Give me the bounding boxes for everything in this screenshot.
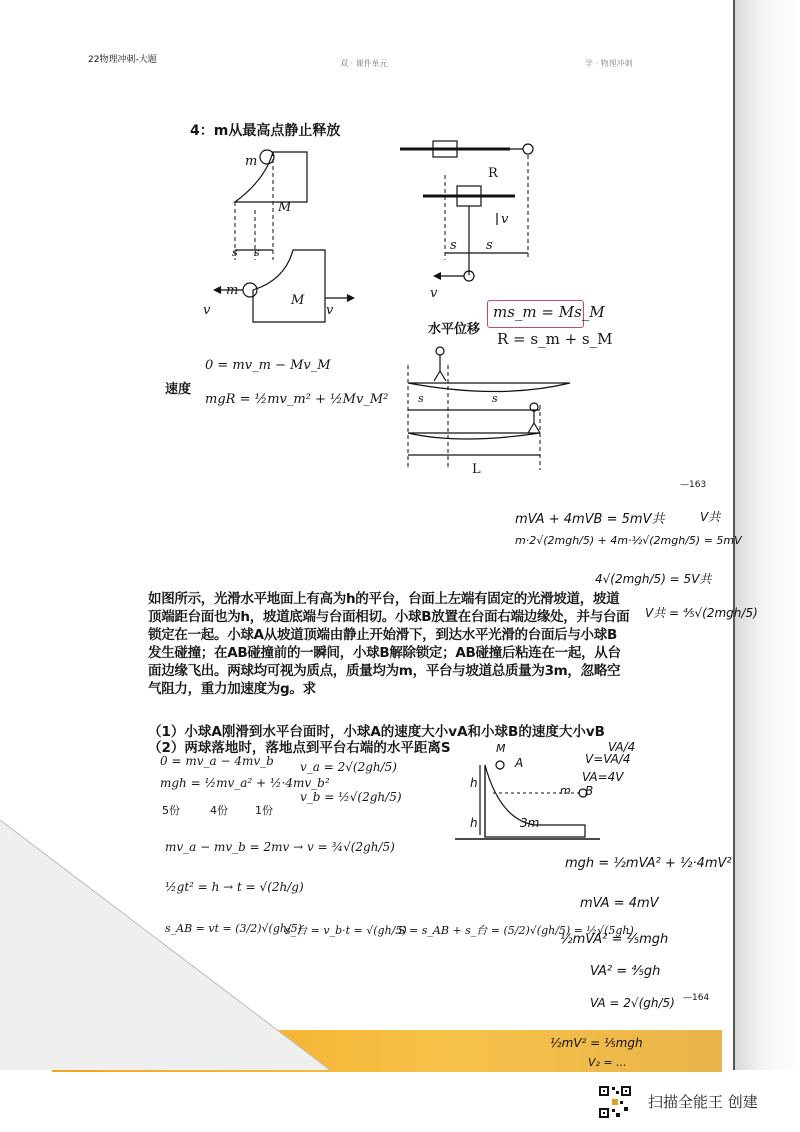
label-vM: v [326, 303, 334, 318]
fig-h1: h [470, 776, 478, 790]
hand-v-va4: V=VA/4 [585, 752, 631, 766]
fig-A: A [515, 756, 524, 770]
label-sm-right: s [486, 238, 493, 253]
label-sM-plank: s [418, 392, 424, 405]
slope-block-diagram [195, 140, 365, 340]
question-1: （1）小球A刚滑到水平台面时，小球A的速度大小vA和小球B的速度大小vB [148, 724, 605, 740]
qr-code-icon [598, 1085, 632, 1119]
hand-v2: V₂ = ... [588, 1056, 627, 1069]
hand-line-3: 4√(2mgh/5) = 5V共 [595, 572, 712, 586]
sol-line-4: v_b = ½√(2gh/5) [300, 790, 402, 804]
eq-momentum: 0 = mv_m − Mv_M [205, 358, 331, 373]
label-M2: M [291, 293, 305, 308]
fig-B: B [585, 784, 594, 798]
hand-ke: ½mVA² = ⅖mgh [560, 932, 669, 947]
eq-energy: mgR = ½mv_m² + ½Mv_M² [205, 392, 389, 407]
page-number-164: —164 [683, 993, 710, 1003]
sol-line-2: mgh = ½mv_a² + ½·4mv_b² [160, 776, 330, 790]
problem-statement: 如图所示，光滑水平地面上有高为h的平台，台面上左端有固定的光滑坡道，坡道顶端距台面也为h，坡道底端与台面相切。小球B放置在台面右端边缘处，并与台面锁定在一起。小球A从坡道顶端由静止开始滑下，到达水平光滑的台面后与小球B发生碰撞；在AB碰撞前的一瞬间，小球B解除锁定；AB碰撞后粘连在一起，从台面边缘飞出。两球均可视为质点，质量均为m，平台与坡道总质量为3m，忽略空气阻力，重力加速度为g。求 [148, 591, 630, 697]
sol-line-7: s_AB = vt = (3/2)√(gh/5) [165, 922, 302, 935]
hand-line-4: V共 = ⅘√(2mgh/5) [645, 606, 758, 620]
label-sm: s [254, 246, 260, 259]
label-vM-right: v [501, 212, 509, 227]
label-M: M [278, 200, 292, 215]
label-m: m [245, 154, 258, 169]
label-sM-right: s [450, 238, 457, 253]
header-right: 学 · 物理冲刺 [585, 59, 633, 68]
sol-line-6: ½gt² = h → t = √(2h/g) [165, 880, 304, 894]
label-L: L [472, 462, 481, 477]
question-2: （2）两球落地时，落地点到平台右端的水平距离S [148, 740, 451, 756]
speed-label: 速度 [165, 382, 192, 397]
hand-va-sq: VA² = ⅘gh [590, 964, 661, 979]
part-1: 1份 [255, 804, 273, 817]
label-R: R [488, 166, 498, 181]
hand-va4: VA/4 [608, 740, 636, 754]
people-plank-diagram [400, 345, 580, 485]
header-mid: 双 · 课件单元 [340, 59, 388, 68]
hand-energy: mgh = ½mVA² + ½·4mV² [565, 856, 732, 871]
platform-figure [455, 745, 600, 855]
hand-va-4v: VA=4V [582, 770, 624, 784]
sol-line-9: S = s_AB + s_台 = (5/2)√(gh/5) = ½√(5gh) [398, 924, 634, 937]
fig-3m: 3m [520, 816, 540, 830]
label-vm: v [203, 303, 211, 318]
pendulum-slider-diagram [395, 135, 555, 305]
part-5: 5份 [162, 804, 180, 817]
sol-line-5: mv_a − mv_b = 2mv → v = ¾√(2gh/5) [165, 840, 395, 854]
scanner-watermark: 扫描全能王 创建 [648, 1093, 758, 1111]
hand-va: VA = 2√(gh/5) [590, 996, 675, 1010]
relation-momentum: ms_m = Ms_M [493, 303, 605, 321]
hand-v: ½mV² = ⅕mgh [550, 1036, 643, 1050]
page-shadow [735, 0, 800, 1070]
hand-momentum: mVA = 4mV [580, 896, 659, 911]
sol-line-3: v_a = 2√(2gh/5) [300, 760, 397, 774]
horizontal-displacement-label: 水平位移 [428, 322, 481, 337]
hand-vt: V共 [700, 510, 721, 524]
hand-line-1: mVA + 4mVB = 5mV共 [515, 512, 665, 527]
section-title: 4：m从最高点静止释放 [190, 123, 341, 139]
sol-line-1: 0 = mv_a − 4mv_b [160, 754, 274, 768]
hand-line-2: m·2√(2mgh/5) + 4m·½√(2mgh/5) = 5mV [515, 534, 742, 547]
header-title: 22物理冲刺-大题 [88, 55, 157, 65]
fig-m: m [560, 784, 571, 797]
sol-line-8: s_台 = v_b·t = √(gh/5) [285, 924, 407, 937]
fig-M: M [496, 742, 506, 755]
page-number-163: —163 [680, 480, 707, 490]
fig-h2: h [470, 816, 478, 830]
label-m2: m [226, 283, 239, 298]
paper-fold [0, 820, 330, 1080]
label-vm-right: v [430, 286, 438, 301]
label-sm-plank: s [492, 392, 498, 405]
relation-distance: R = s_m + s_M [497, 330, 613, 348]
part-4: 4份 [210, 804, 228, 817]
label-sM: s [232, 246, 238, 259]
